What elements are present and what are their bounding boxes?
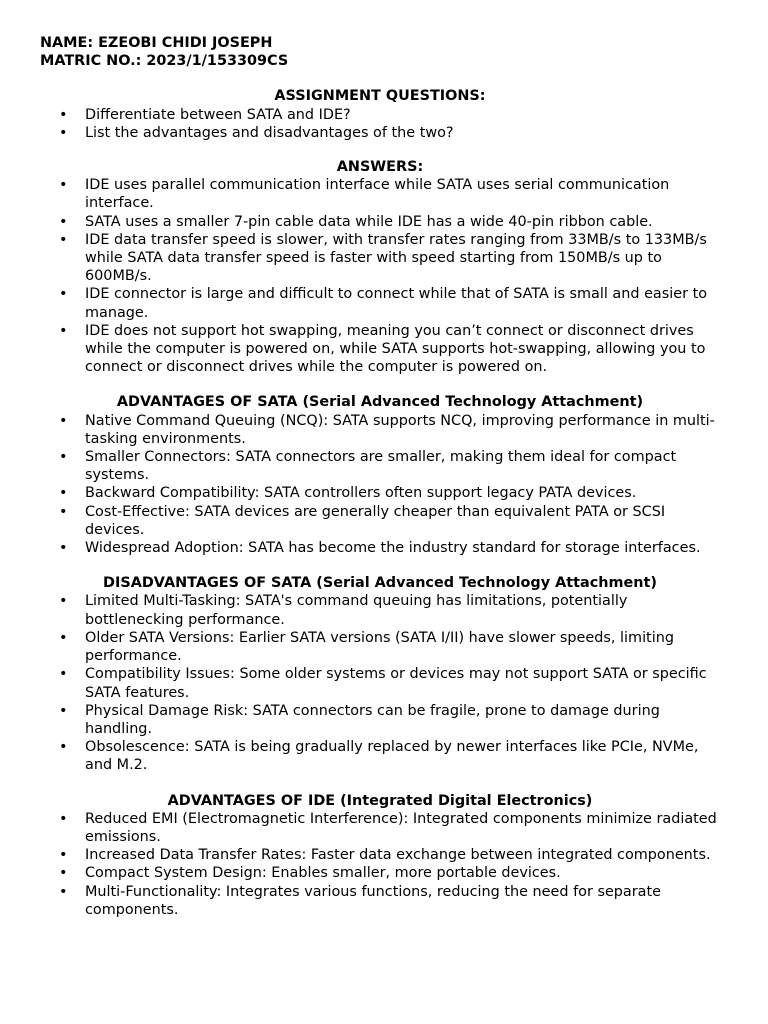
bullet-icon: • [59,702,68,719]
bullet-icon: • [59,412,68,429]
questions-list [40,106,720,142]
list-item-text: Native Command Queuing (NCQ): SATA supports NCQ, improving performance in multi-tasking environments. [85,412,715,447]
bullet-icon: • [59,593,68,610]
list-item-text: Compact System Design: Enables smaller, more portable devices. [85,865,561,882]
list-item [40,176,720,212]
list-item [40,592,720,628]
bullet-icon: • [59,810,68,827]
bullet-icon: • [59,883,68,900]
list-item [40,106,720,124]
list-item-text: IDE does not support hot swapping, meaning you can’t connect or disconnect drives while the computer is powered on, while SATA supports hot-swapping, allowing you to connect or disconnect drives while the computer is powered on. [85,322,706,376]
bullet-icon: • [59,503,68,520]
list-item [40,883,720,919]
list-item [40,285,720,321]
list-item-text: Limited Multi-Tasking: SATA's command queuing has limitations, potentially bottlenecking performance. [85,593,628,628]
bullet-icon: • [59,666,68,683]
answers-list [40,176,720,376]
list-item [40,629,720,665]
questions-title: ASSIGNMENT QUESTIONS: [274,88,486,105]
list-item [40,738,720,774]
bullet-icon: • [59,739,68,756]
student-name: NAME: EZEOBI CHIDI JOSEPH [40,35,273,51]
list-item [40,864,720,882]
list-item [40,846,720,864]
matric-number: MATRIC NO.: 2023/1/153309CS [40,53,289,70]
bullet-icon: • [59,231,68,248]
list-item [40,124,720,142]
bullet-icon: • [59,865,68,882]
answers-title: ANSWERS: [336,159,424,176]
list-item-text: Smaller Connectors: SATA connectors are smaller, making them ideal for compact systems. [85,449,677,484]
list-item [40,665,720,701]
list-item [40,231,720,286]
bullet-icon: • [59,177,68,194]
list-item-text: Obsolescence: SATA is being gradually replaced by newer interfaces like PCIe, NVMe, and M.2. [85,739,699,774]
bullet-icon: • [59,485,68,502]
list-item [40,702,720,738]
list-item-text: Cost-Effective: SATA devices are generally cheaper than equivalent PATA or SCSI devices. [85,503,666,538]
list-item-text: Increased Data Transfer Rates: Faster data exchange between integrated components. [85,847,711,864]
list-item-text: Compatibility Issues: Some older systems or devices may not support SATA or specific SATA features. [85,666,707,701]
list-item [40,322,720,377]
list-item-text: Differentiate between SATA and IDE? [85,106,351,123]
list-item-text: List the advantages and disadvantages of the two? [85,124,454,141]
bullet-icon: • [59,106,68,123]
ide-advantages-title: ADVANTAGES OF IDE (Integrated Digital Electronics) [167,792,593,809]
list-item-text: Older SATA Versions: Earlier SATA versions (SATA I/II) have slower speeds, limiting performance. [85,629,674,665]
bullet-icon: • [59,322,68,339]
sata-disadvantages-list [40,592,720,774]
sata-advantages-title: ADVANTAGES OF SATA (Serial Advanced Technology Attachment) [116,394,644,411]
list-item-text: SATA uses a smaller 7-pin cable data while IDE has a wide 40-pin ribbon cable. [85,213,653,230]
list-item-text: Multi-Functionality: Integrates various functions, reducing the need for separate components. [85,883,661,918]
list-item [40,213,720,231]
sata-disadvantages-title: DISADVANTAGES OF SATA (Serial Advanced Technology Attachment) [103,575,657,592]
list-item-text: IDE uses parallel communication interface while SATA uses serial communication interface. [85,177,670,212]
bullet-icon: • [59,629,68,646]
list-item-text: Backward Compatibility: SATA controllers often support legacy PATA devices. [85,485,637,502]
list-item-text: IDE connector is large and difficult to connect while that of SATA is small and easier to manage. [85,286,708,321]
list-item [40,503,720,539]
bullet-icon: • [59,213,68,230]
list-item-text: IDE data transfer speed is slower, with transfer rates ranging from 33MB/s to 133MB/s while SATA data transfer speed is faster with speed starting from 150MB/s up to 600MB/s. [85,231,707,285]
sata-advantages-list [40,412,720,558]
list-item [40,810,720,846]
list-item [40,539,720,557]
bullet-icon: • [59,124,68,141]
ide-advantages-list [40,810,720,919]
bullet-icon: • [59,847,68,864]
list-item [40,448,720,484]
bullet-icon: • [59,286,68,303]
list-item [40,484,720,502]
list-item-text: Reduced EMI (Electromagnetic Interference): Integrated components minimize radiated emissions. [85,810,717,845]
list-item-text: Widespread Adoption: SATA has become the industry standard for storage interfaces. [85,540,701,557]
list-item-text: Physical Damage Risk: SATA connectors can be fragile, prone to damage during handling. [85,702,660,737]
bullet-icon: • [59,540,68,557]
list-item [40,412,720,448]
bullet-icon: • [59,449,68,466]
